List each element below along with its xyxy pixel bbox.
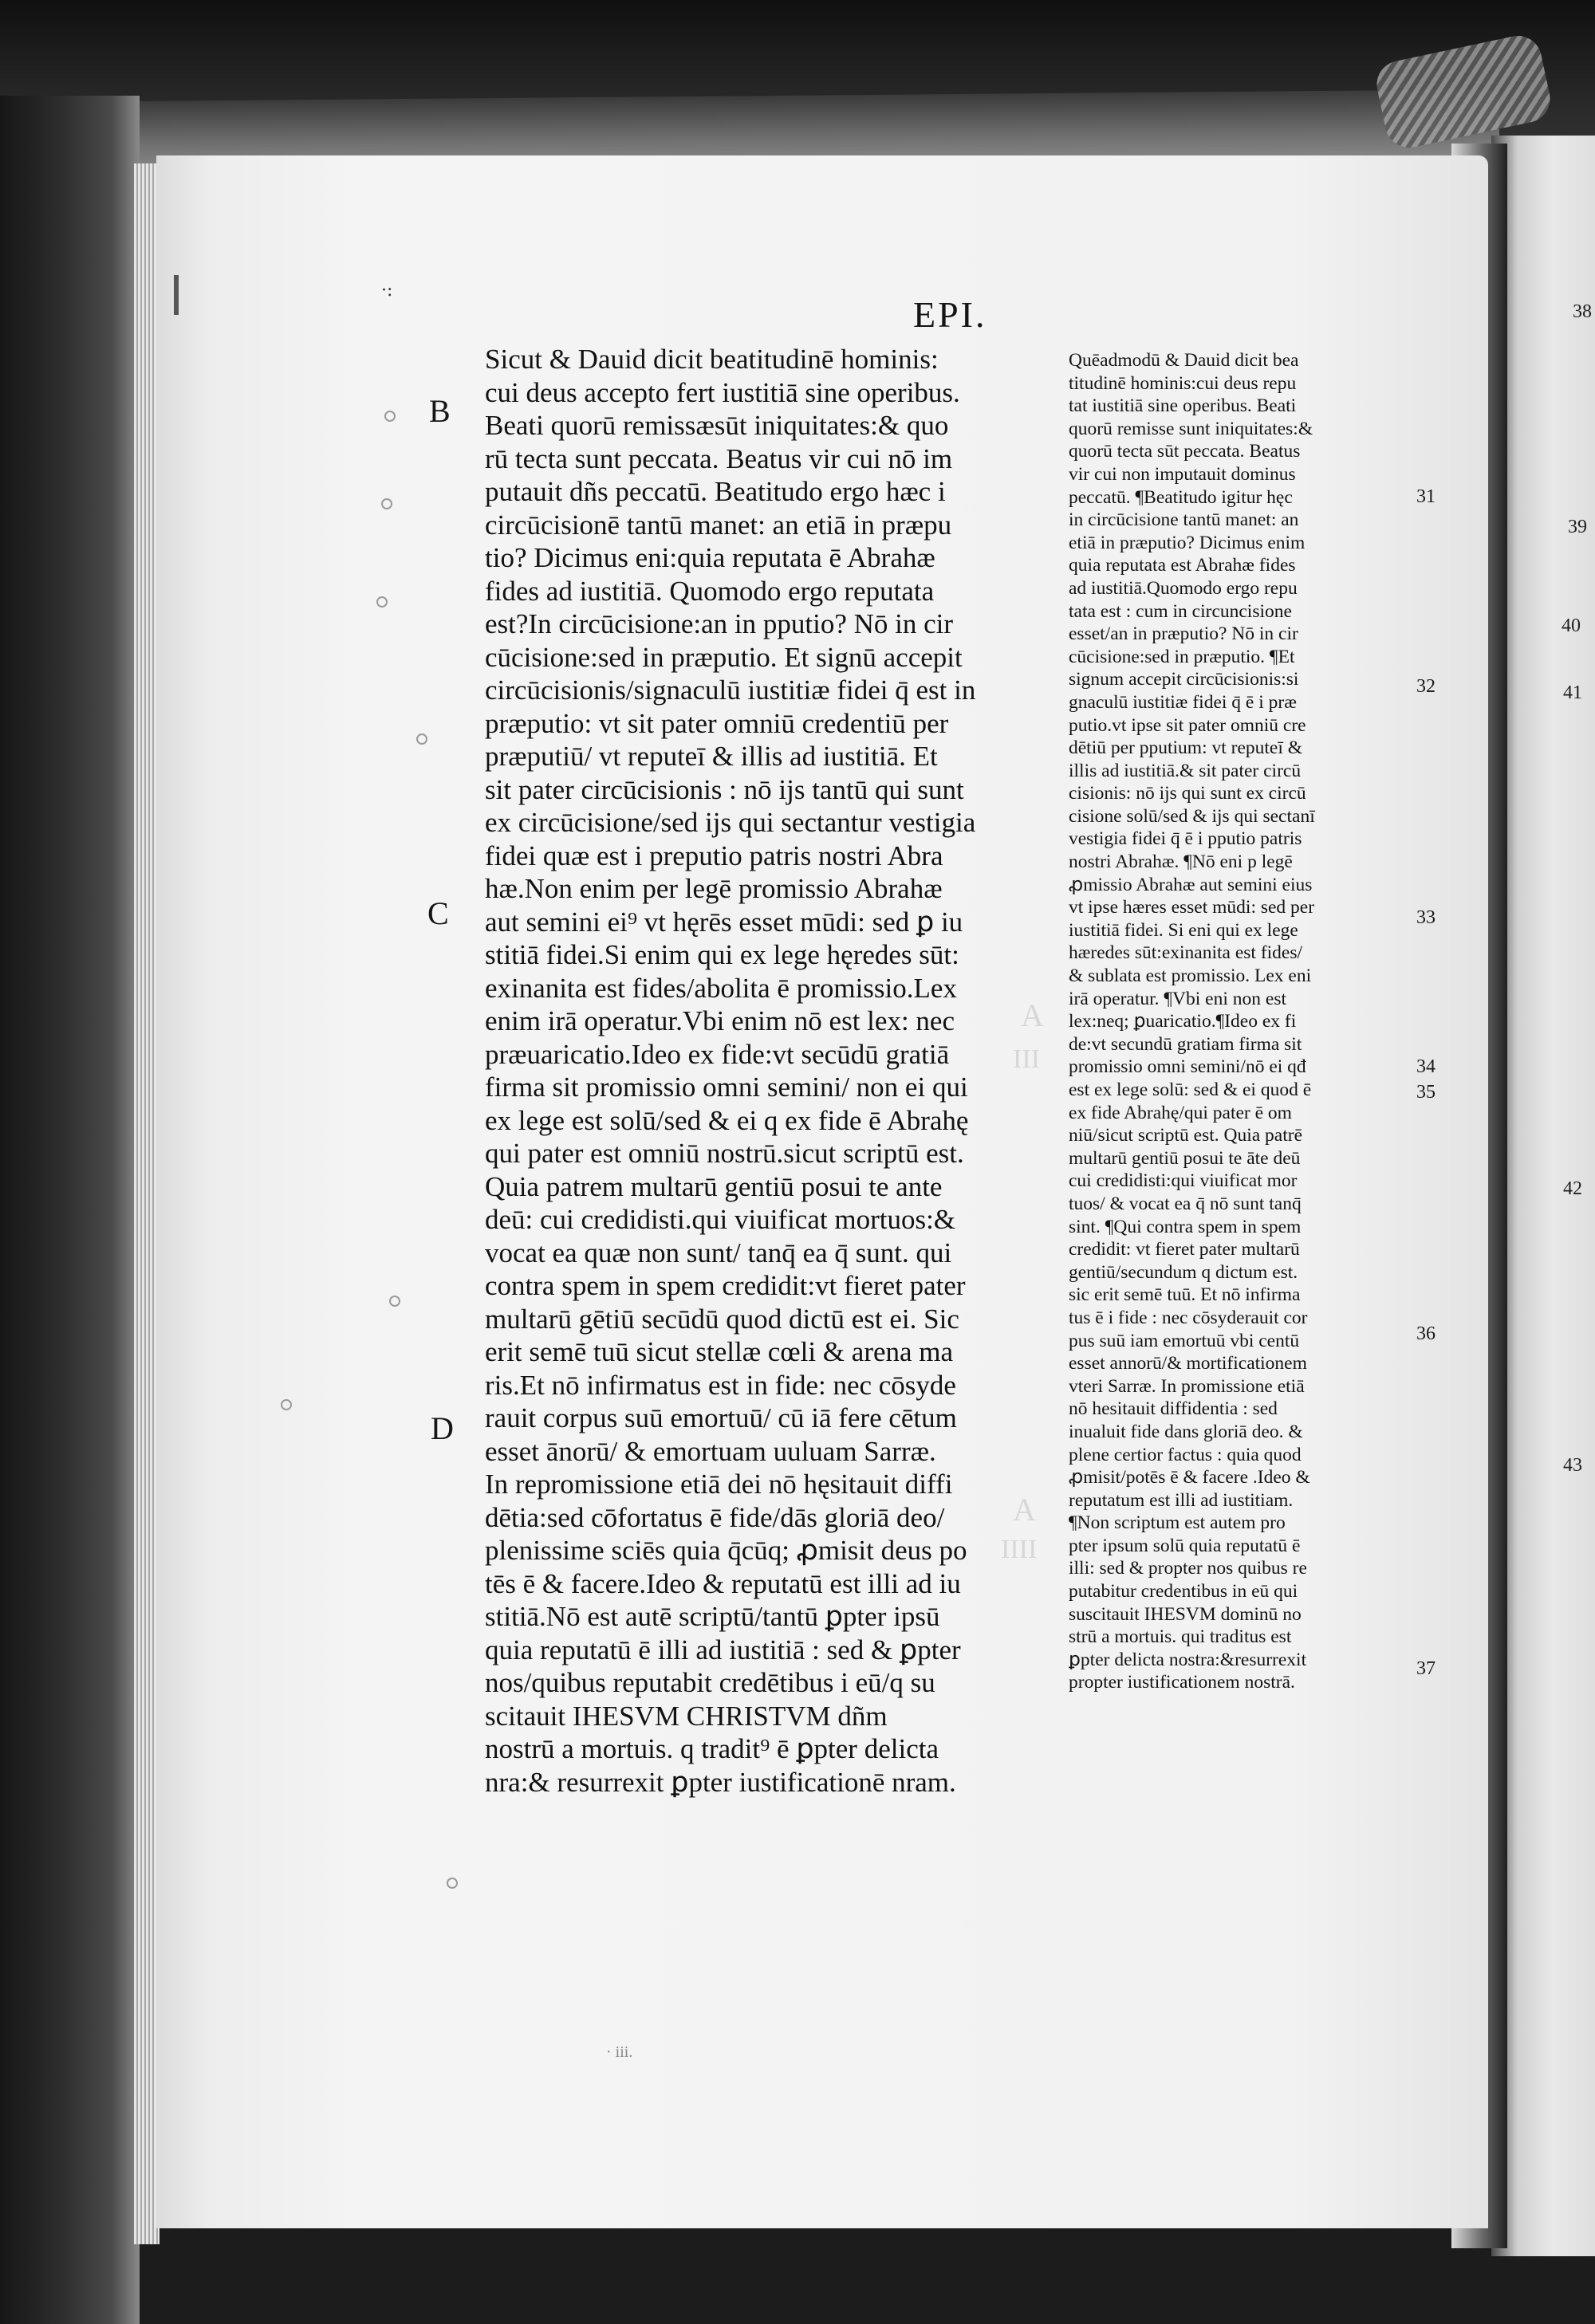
commentary-line: est ex lege solū: sed & ei quod ē xyxy=(1069,1079,1312,1100)
commentary-line: tata est : cum in circuncisione xyxy=(1069,600,1292,622)
commentary-line: credidit: vt fieret pater multarū xyxy=(1069,1239,1300,1260)
section-letter-b: B xyxy=(429,393,451,429)
main-text-line: nra:& resurrexit ꝑpter iustificationē nram. xyxy=(485,1766,956,1798)
main-text-line: Sicut & Dauid dicit beatitudinē hominis: xyxy=(485,344,939,375)
main-text-line: cui deus accepto fert iustitiā sine operibus. xyxy=(485,376,960,408)
main-text-line: ex lege est solū/sed & ei q ex fide ē Abrahę xyxy=(485,1104,969,1136)
main-text-line: fides ad iustitiā. Quomodo ergo reputata xyxy=(485,575,935,607)
commentary-line: vestigia fidei q̄ ē i pputio patris xyxy=(1069,828,1302,850)
facing-verse-number: 38 xyxy=(1573,301,1592,322)
commentary-line: quorū remisse sunt iniquitates:& xyxy=(1069,418,1313,439)
commentary-line: quia reputata est Abrahæ fides xyxy=(1069,555,1296,576)
main-text-line: vocat ea quæ non sunt/ tanq̄ ea q̄ sunt. qui xyxy=(485,1237,952,1268)
commentary-line: ex fide Abrahę/qui pater ē om xyxy=(1069,1102,1292,1123)
main-text-line: aut semini ei⁹ vt hęrēs esset mūdi: sed ꝑ iu xyxy=(485,906,963,938)
commentary-line: nō hesitauit diffidentia : sed xyxy=(1069,1398,1278,1420)
commentary-line: tuos/ & vocat ea q̄ nō sunt tanq̄ xyxy=(1069,1193,1302,1214)
commentary-line: illi: sed & propter nos quibus re xyxy=(1069,1558,1307,1579)
signature-mark: · iii. xyxy=(606,2043,633,2061)
commentary-line: vir cui non imputauit dominus xyxy=(1069,463,1296,485)
main-text-line: stitiā fidei.Si enim qui ex lege hęredes sūt: xyxy=(485,939,959,970)
commentary-line: in circūcisione tantū manet: an xyxy=(1069,509,1299,531)
main-text-line: est?In circūcisione:an in pputio? Nō in cir xyxy=(485,608,954,639)
commentary-line: & sublata est promissio. Lex eni xyxy=(1069,965,1312,987)
commentary-line: reputatum est illi ad iustitiam. xyxy=(1069,1489,1294,1511)
margin-pinhole xyxy=(447,1878,458,1889)
commentary-line: multarū gentiū posui te āte deū xyxy=(1069,1147,1301,1169)
main-text-line: ris.Et nō infirmatus est in fide: nec cōsyde xyxy=(485,1369,956,1401)
commentary-line: Quēadmodū & Dauid dicit bea xyxy=(1069,350,1299,371)
section-letter-c: C xyxy=(427,895,449,931)
commentary-line: de:vt secundū gratiam firma sit xyxy=(1069,1033,1302,1055)
commentary-line: sic erit semē tuū. Et nō infirma xyxy=(1069,1284,1301,1306)
main-text-line: esset ānorū/ & emortuam uuluam Sarræ. xyxy=(485,1435,936,1467)
main-text-line: fidei quæ est i preputio patris nostri Abra xyxy=(485,840,943,871)
commentary-line: cui credidisti:qui viuificat mor xyxy=(1069,1170,1298,1192)
commentary-line: ¶Non scriptum est autem pro xyxy=(1069,1512,1286,1534)
commentary-line: lex:neq; ꝑuaricatio.¶Ideo ex fi xyxy=(1069,1011,1297,1032)
commentary-line: gentiū/secundum q dictum est. xyxy=(1069,1261,1298,1283)
commentary-line: niū/sicut scriptū est. Quia patrē xyxy=(1069,1125,1303,1146)
main-text-line: quia reputatū ē illi ad iustitiā : sed & ꝑpter xyxy=(485,1634,961,1665)
verse-number: 36 xyxy=(1416,1323,1436,1344)
main-text-line: circūcisionis/signaculū iustitiæ fidei q̄ est in xyxy=(485,674,976,706)
main-text-line: nostrū a mortuis. q tradit⁹ ē ꝑpter delicta xyxy=(485,1733,939,1764)
commentary-line: putabitur credentibus in eū qui xyxy=(1069,1581,1298,1602)
commentary-column xyxy=(1069,349,1413,1694)
show-through-letter: A xyxy=(1021,997,1044,1033)
main-text-line: qui pater est omniū nostrū.sicut scriptū est. xyxy=(485,1138,964,1169)
main-text-line: exinanita est fides/abolita ē promissio.Lex xyxy=(485,972,957,1004)
commentary-line: cūcisione:sed in præputio. ¶Et xyxy=(1069,646,1295,667)
margin-pinhole xyxy=(389,1296,400,1307)
facing-verse-number: 41 xyxy=(1563,682,1582,703)
margin-pinhole xyxy=(384,411,396,422)
main-text-line: firma sit promissio omni semini/ non ei qui xyxy=(485,1072,968,1103)
main-text-line: hæ.Non enim per legē promissio Abrahæ xyxy=(485,873,943,904)
commentary-line: propter iustificationem nostrā. xyxy=(1069,1672,1295,1693)
main-text-line: multarū gētiū secūdū quod dictū est ei. Sic xyxy=(485,1303,959,1335)
commentary-line: etiā in præputio? Dicimus enim xyxy=(1069,532,1306,553)
commentary-line: sint. ¶Qui contra spem in spem xyxy=(1069,1216,1302,1237)
facing-verse-number: 40 xyxy=(1562,615,1581,636)
main-text-line: putauit dñs peccatū. Beatitudo ergo hæc i xyxy=(485,476,946,507)
commentary-line: vteri Sarræ. In promissione etiā xyxy=(1069,1375,1305,1397)
main-text-line: præputiū/ vt reputeī & illis ad iustitiā. Et xyxy=(485,741,938,772)
main-text-line: stitiā.Nō est autē scriptū/tantū ꝑpter ipsū xyxy=(485,1601,940,1632)
facing-verse-number: 42 xyxy=(1563,1178,1582,1199)
commentary-line: suscitauit IHESVM dominū no xyxy=(1069,1603,1302,1625)
commentary-line: gnaculū iustitiæ fidei q̄ ē i præ xyxy=(1069,691,1297,713)
main-text-line: præuaricatio.Ideo ex fide:vt secūdū gratiā xyxy=(485,1038,950,1070)
commentary-line: cisione solū/sed & ijs qui sectanī xyxy=(1069,805,1315,827)
main-text-line: scitauit IHESVM CHRISTVM dñm xyxy=(485,1700,888,1732)
main-text-line: nos/quibus reputabit credētibus i eū/q su xyxy=(485,1667,935,1698)
commentary-line: ad iustitiā.Quomodo ergo repu xyxy=(1069,577,1298,599)
commentary-line: titudinē hominis:cui deus repu xyxy=(1069,372,1297,394)
main-text-line: plenissime sciēs quia q̄cūq; ꝓmisit deus po xyxy=(485,1535,967,1566)
main-text-line: erit semē tuū sicut stellæ cœli & arena ma xyxy=(485,1336,954,1367)
commentary-line: ꝑpter delicta nostra:&resurrexit xyxy=(1069,1649,1307,1670)
verse-number: 35 xyxy=(1416,1082,1436,1103)
main-text-line: cūcisione:sed in præputio. Et signū accepit xyxy=(485,641,963,673)
main-text-line: Quia patrem multarū gentiū posui te ante xyxy=(485,1170,943,1202)
commentary-line: ꝓmisit/potēs ē & facere .Ideo & xyxy=(1069,1467,1310,1488)
commentary-line: peccatū. ¶Beatitudo igitur hęc xyxy=(1069,486,1293,508)
commentary-line: illis ad iustitiā.& sit pater circū xyxy=(1069,760,1302,781)
main-text-line: tēs ē & facere.Ideo & reputatū est illi ad iu xyxy=(485,1567,961,1599)
main-text-line: tio? Dicimus eni:quia reputata ē Abrahæ xyxy=(485,542,935,573)
show-through-numeral: IIII xyxy=(1001,1535,1038,1564)
main-text-line: dētia:sed cōfortatus ē fide/dās gloriā deo/ xyxy=(485,1501,945,1533)
main-text-line: Beati quorū remissæsūt iniquitates:& quo xyxy=(485,410,949,441)
commentary-line: irā operatur. ¶Vbi eni non est xyxy=(1069,988,1286,1009)
verse-number: 32 xyxy=(1416,676,1436,697)
verse-number: 33 xyxy=(1416,907,1436,928)
top-printer-mark: ·: xyxy=(381,281,393,301)
running-head: EPI. xyxy=(913,294,987,335)
margin-pinhole xyxy=(381,498,392,509)
main-text-line: deū: cui credidisti.qui viuificat mortuos:& xyxy=(485,1204,956,1235)
main-text-line: rū tecta sunt peccata. Beatus vir cui nō im xyxy=(485,442,953,474)
commentary-line: cisionis: nō ijs qui sunt ex circū xyxy=(1069,783,1306,804)
commentary-line: iustitiā fidei. Si eni qui ex lege xyxy=(1069,919,1298,941)
commentary-line: nostri Abrahæ. ¶Nō eni p legē xyxy=(1069,851,1293,873)
section-letter-d: D xyxy=(431,1410,454,1446)
margin-bracket-mark xyxy=(174,275,179,315)
commentary-line: strū a mortuis. qui traditus est xyxy=(1069,1626,1292,1648)
commentary-line: plene certior factus : quia quod xyxy=(1069,1444,1302,1465)
main-text-column xyxy=(485,343,1038,1799)
show-through-numeral: III xyxy=(1013,1044,1040,1074)
main-text-line: contra spem in spem credidit:vt fieret pater xyxy=(485,1270,966,1301)
commentary-line: putio.vt ipse sit pater omniū cre xyxy=(1069,714,1306,736)
commentary-line: esset annorū/& mortificationem xyxy=(1069,1353,1307,1374)
margin-pinhole xyxy=(281,1399,292,1410)
commentary-line: tat iustitiā sine operibus. Beati xyxy=(1069,395,1297,417)
margin-pinhole xyxy=(376,596,388,608)
commentary-line: signum accepit circūcisionis:si xyxy=(1069,669,1299,690)
commentary-line: ꝓmissio Abrahæ aut semini eius xyxy=(1069,874,1313,895)
commentary-line: promissio omni semini/nō ei qđ xyxy=(1069,1056,1306,1078)
main-text-line: ex circūcisione/sed ijs qui sectantur vestigia xyxy=(485,807,976,838)
show-through-letter: A xyxy=(1013,1492,1036,1528)
commentary-line: pus suū iam emortuū vbi centū xyxy=(1069,1330,1300,1351)
verse-number: 34 xyxy=(1416,1056,1436,1077)
commentary-line: quorū tecta sūt peccata. Beatus xyxy=(1069,441,1301,462)
facing-verse-number: 39 xyxy=(1568,517,1587,537)
commentary-line: tus ē i fide : nec cōsyderauit cor xyxy=(1069,1307,1308,1328)
facing-verse-number: 43 xyxy=(1563,1455,1582,1476)
main-text-line: enim irā operatur.Vbi enim nō est lex: nec xyxy=(485,1005,955,1036)
main-text-line: circūcisionē tantū manet: an etiā in præpu xyxy=(485,509,952,541)
commentary-line: esset/an in præputio? Nō in cir xyxy=(1069,623,1298,645)
main-text-line: sit pater circūcisionis : nō ijs tantū qui sunt xyxy=(485,773,964,805)
commentary-line: vt ipse hæres esset mūdi: sed per xyxy=(1069,897,1315,918)
main-text-line: præputio: vt sit pater omniū credentiū per xyxy=(485,707,949,739)
verse-number: 37 xyxy=(1416,1658,1436,1679)
main-text-line: rauit corpus suū emortuū/ cū iā fere cētum xyxy=(485,1402,957,1433)
book-binding-left xyxy=(0,96,140,2324)
verse-number: 31 xyxy=(1416,486,1436,507)
commentary-line: inualuit fide dans gloriā deo. & xyxy=(1069,1421,1303,1442)
commentary-line: pter ipsum solū quia reputatū ē xyxy=(1069,1535,1301,1556)
commentary-line: dētiū per pputium: vt reputeī & xyxy=(1069,737,1303,759)
margin-pinhole xyxy=(416,733,427,745)
main-text-line: In repromissione etiā dei nō hęsitauit diffi xyxy=(485,1469,953,1500)
commentary-line: hæredes sūt:exinanita est fides/ xyxy=(1069,942,1303,964)
